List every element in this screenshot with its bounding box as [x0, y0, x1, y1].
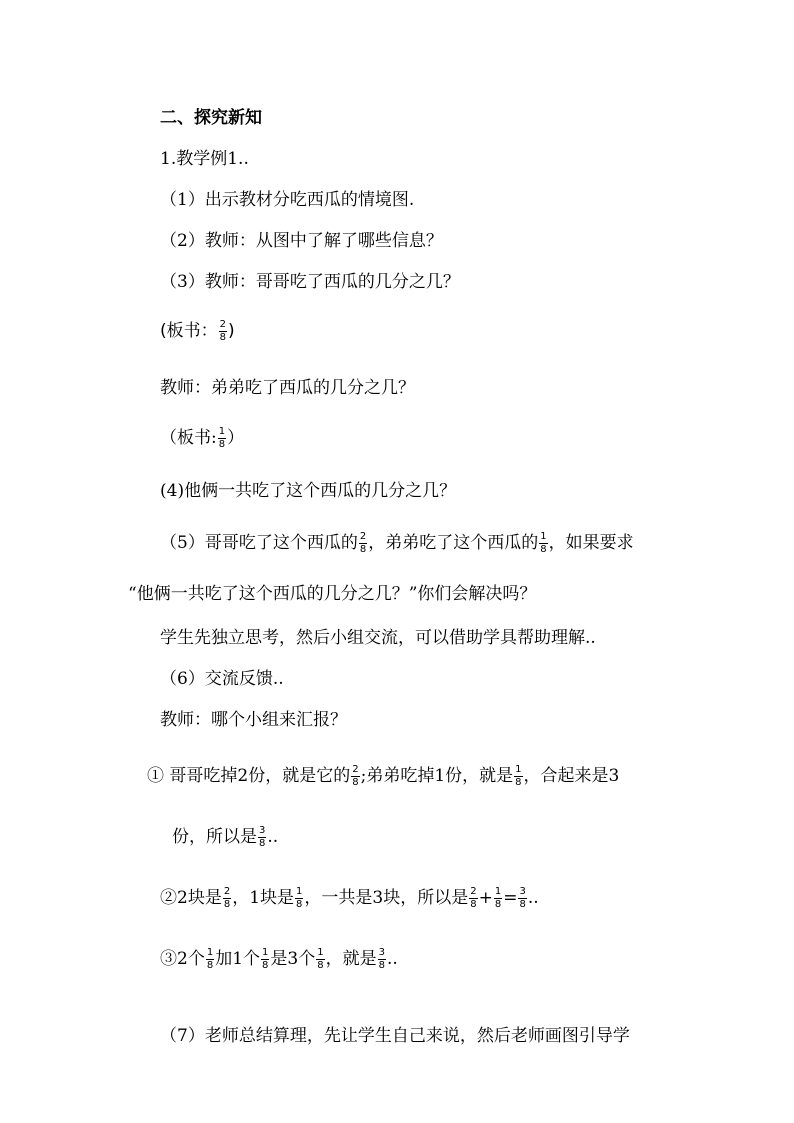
teacher-ask-report: 教师：哪个小组来汇报？: [160, 710, 347, 730]
board-note-1-close: ): [228, 321, 235, 341]
method-2-text-a: ②2块是: [160, 888, 222, 908]
method-3-text-d: ，就是: [325, 949, 377, 969]
method-3-text-b: 加1个: [215, 949, 261, 969]
fraction-3-8: $\frac{3}{8}$: [259, 825, 266, 849]
method-2-text-b: ，1块是: [232, 888, 295, 908]
step-1: （1）出示教材分吃西瓜的情境图.: [160, 190, 415, 210]
plus-sign: +: [478, 888, 493, 908]
fraction-1-8: $\frac{1}{8}$: [540, 531, 547, 555]
fraction-2-8: $\frac{2}{8}$: [219, 319, 227, 343]
method-1-text-b: ;弟弟吃掉1份，就是: [360, 766, 514, 786]
fraction-1-8: $\frac{1}{8}$: [262, 947, 269, 971]
step-4: (4)他俩一共吃了这个西瓜的几分之几？: [160, 481, 457, 501]
step-5-text-a: （5）哥哥吃了这个西瓜的: [160, 533, 358, 553]
fraction-1-8: $\frac{1}{8}$: [317, 947, 324, 971]
fraction-1-8: $\frac{1}{8}$: [494, 886, 502, 910]
board-note-1-open: (板书：: [160, 321, 218, 341]
method-2-text-c: ，一共是3块，所以是: [304, 888, 469, 908]
method-3: [160, 948, 398, 971]
step-7: （7）老师总结算理，先让学生自己来说，然后老师画图引导学: [160, 1026, 630, 1046]
section-heading: 二、探究新知: [160, 108, 262, 128]
equals-sign: =: [503, 888, 518, 908]
method-1-cont-end: ..: [267, 827, 279, 847]
fraction-1-8: $\frac{1}{8}$: [206, 947, 214, 971]
step-3: （3）教师：哥哥吃了西瓜的几分之几？: [160, 272, 460, 292]
method-1-cont-text: 份，所以是: [172, 827, 257, 847]
method-1-text-c: ，合起来是3: [523, 766, 620, 786]
fraction-2-8: $\frac{2}{8}$: [352, 764, 359, 788]
method-1: [147, 765, 619, 788]
method-3-text-a: ③2个: [160, 949, 205, 969]
board-note-2-open: （板书:: [160, 428, 217, 448]
fraction-3-8: $\frac{3}{8}$: [519, 886, 526, 910]
step-6: （6）交流反馈..: [160, 669, 284, 689]
method-3-end: ..: [386, 949, 398, 969]
fraction-1-8: $\frac{1}{8}$: [296, 886, 303, 910]
board-note-2-close: ）: [227, 428, 245, 448]
method-1-continuation: [172, 826, 278, 849]
method-2: [160, 887, 539, 910]
fraction-2-8: $\frac{2}{8}$: [223, 886, 231, 910]
method-1-text-a: ① 哥哥吃掉2份，就是它的: [147, 766, 351, 786]
fraction-1-8: $\frac{1}{8}$: [515, 764, 522, 788]
teacher-question: 教师：弟弟吃了西瓜的几分之几？: [160, 378, 415, 398]
step-5: [160, 532, 634, 555]
method-3-text-c: 是3个: [270, 949, 316, 969]
step-5-text-c: ，如果要求: [548, 533, 634, 553]
step-2: （2）教师：从图中了解了哪些信息？: [160, 231, 443, 251]
board-note-2: [160, 427, 244, 450]
fraction-2-8: $\frac{2}{8}$: [470, 886, 477, 910]
fraction-3-8: $\frac{3}{8}$: [378, 947, 385, 971]
method-2-end: ..: [527, 888, 539, 908]
fraction-2-8: $\frac{2}{8}$: [359, 531, 367, 555]
example-title: 1.教学例1..: [160, 149, 249, 169]
fraction-1-8: $\frac{1}{8}$: [218, 426, 226, 450]
step-5-continuation: “他俩一共吃了这个西瓜的几分之几？”你们会解决吗？: [128, 584, 537, 604]
step-5-text-b: ，弟弟吃了这个西瓜的: [368, 533, 539, 553]
student-activity: 学生先独立思考，然后小组交流，可以借助学具帮助理解..: [160, 628, 596, 648]
board-note-1: [160, 320, 235, 343]
